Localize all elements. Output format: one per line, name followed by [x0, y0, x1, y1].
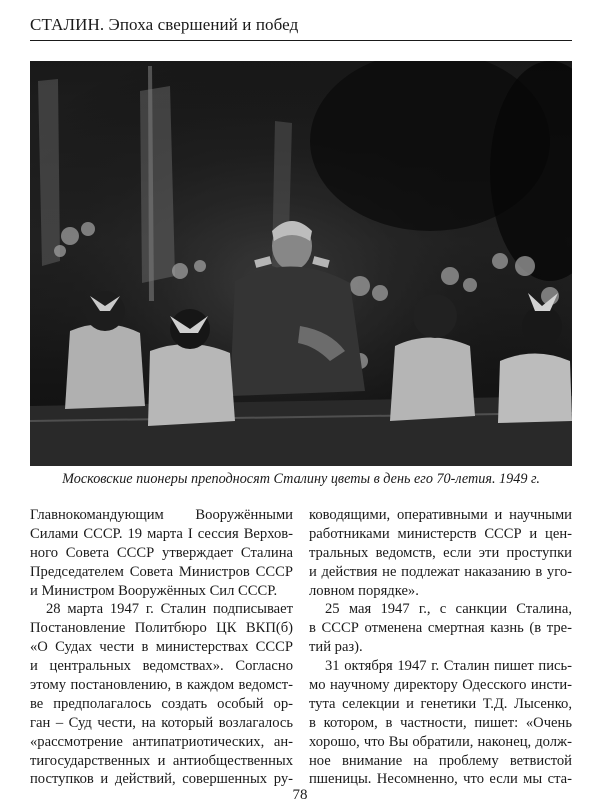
text-line: этому постановлению, в каждом ведомст- [30, 677, 293, 694]
text-line: и Министром Вооружённых Сил СССР. [30, 582, 278, 599]
text-line: тигосударственных и антиобщественных [30, 752, 293, 769]
running-head: СТАЛИН. Эпоха свершений и побед [30, 15, 299, 34]
text-line: в котором, в частности, пишет: «Очень [309, 714, 572, 731]
text-line: «О Судах чести в министерствах СССР [30, 639, 293, 656]
text-line: Главнокомандующим Вооружёнными [30, 507, 293, 523]
text-line: ководящими, оперативными и научными [309, 507, 572, 523]
text-line: тута селекции и генетики Т.Д. Лысенко, [309, 695, 572, 712]
text-column-left [30, 506, 293, 789]
photo-stalin-pioneers-icon [30, 61, 572, 466]
text-line: и действия не подлежат наказанию в уго- [309, 563, 572, 580]
text-line: Постановление Политбюро ЦК ВКП(б) [30, 620, 293, 637]
text-line: тральных ведомств, если эти проступки [309, 544, 572, 561]
text-line: мо научному директору Одесского инсти- [309, 677, 572, 694]
text-column-right [309, 506, 572, 789]
text-line: и центральных ведомствах». Согласно [30, 658, 293, 675]
text-line: 28 марта 1947 г. Сталин подписывает [46, 601, 293, 618]
archival-photo [30, 61, 572, 466]
text-line: тий раз). [309, 639, 363, 656]
text-line: работниками министерств СССР и цен- [309, 525, 572, 542]
figure-caption: Московские пионеры преподносят Сталину цветы в день его 70-летия. 1949 г. [62, 471, 540, 487]
text-line: Председателем Совета Министров СССР [30, 563, 293, 580]
page-number: 78 [292, 787, 308, 803]
text-line: Силами СССР. 19 марта I сессия Верхов- [30, 525, 293, 542]
text-line: ное внимание на проблему ветвистой [309, 752, 572, 769]
text-line: в СССР отменена смертная казнь (в тре- [309, 620, 572, 637]
header-rule [30, 40, 572, 41]
text-line: ного Совета СССР утверждает Сталина [30, 544, 293, 561]
text-line: хорошо, что Вы обратили, наконец, долж- [309, 733, 572, 750]
text-line: ве предполагалось создать особый ор- [30, 695, 293, 712]
text-line: ган – Суд чести, на который возлагалось [30, 714, 293, 731]
text-line: поступков и действий, совершенных ру- [30, 771, 293, 788]
text-line: «рассмотрение антипатриотических, ан- [30, 733, 293, 750]
text-line: пшеницы. Несомненно, что если мы ста- [309, 771, 572, 788]
text-line: 25 мая 1947 г., с санкции Сталина, [325, 601, 572, 618]
text-line: ловном порядке». [309, 582, 419, 599]
text-line: 31 октября 1947 г. Сталин пишет пись- [325, 658, 572, 675]
